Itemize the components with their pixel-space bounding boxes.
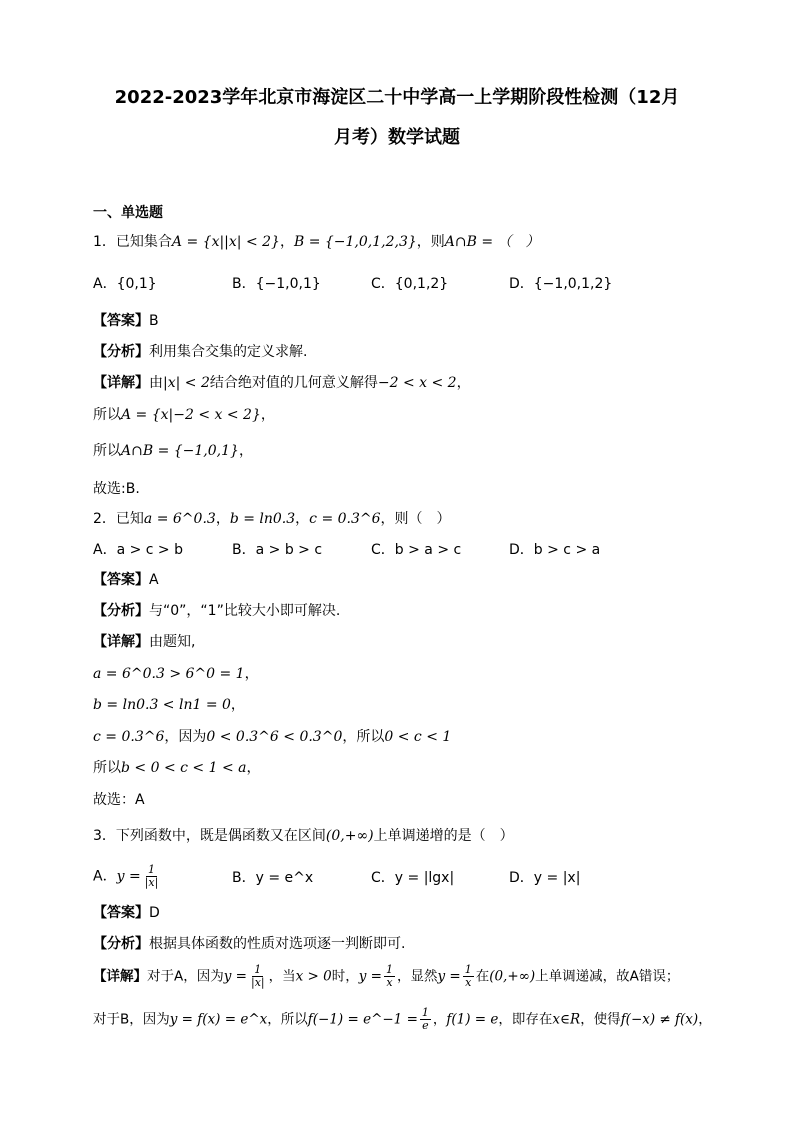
q3-analysis: 【分析】根据具体函数的性质对选项逐一判断即可.	[93, 936, 406, 952]
q1-detail-line1: 【详解】由|x| < 2结合绝对值的几何意义解得−2 < x < 2，	[93, 375, 471, 391]
q3-stem: 3．下列函数中，既是偶函数又在区间(0,+∞)上单调递增的是（ ）	[93, 828, 514, 844]
q3-option-a: A．y = $\frac{1}{|x|}$	[93, 863, 159, 889]
q2-conclusion: 故选：A	[93, 792, 145, 808]
q2-stem: 2．已知a = 6^0.3，b = ln0.3，c = 0.3^6，则（ ）	[93, 511, 451, 527]
q3-answer: 【答案】D	[93, 905, 160, 921]
q2-detail-line1: a = 6^0.3 > 6^0 = 1，	[93, 666, 259, 682]
q2-answer: 【答案】A	[93, 572, 159, 588]
q1-option-a: A．{0,1}	[93, 276, 157, 292]
q1-option-b: B．{−1,0,1}	[232, 276, 321, 292]
q2-option-b: B．a > b > c	[232, 542, 323, 558]
q3-option-b: B．y = e^x	[232, 870, 314, 886]
q2-detail-line4: 所以b < 0 < c < 1 < a，	[93, 760, 261, 776]
q1-stem: 1．已知集合A = {x||x| < 2}，B = {−1,0,1,2,3}，则A∩B = （ ）	[93, 234, 540, 250]
q1-option-d: D．{−1,0,1,2}	[509, 276, 613, 292]
q2-analysis: 【分析】与“0”，“1”比较大小即可解决.	[93, 603, 341, 619]
q3-detail-line2: 对于B，因为y = f(x) = e^x，所以f(−1) = e^−1 = $\frac{1}{e}$ ，f(1) = e，即存在x∈R，使得f(−x) ≠ f(x)，	[93, 1006, 712, 1032]
q3-detail-line1: 【详解】对于A，因为y = $\frac{1}{|x|}$ ，当x > 0时，y = $\frac{1}{x}$ ，显然y = $\frac{1}{x}$ 在(0,+∞)上单调递减，故A错误；	[93, 963, 680, 989]
q1-detail-line3: 所以A∩B = {−1,0,1}，	[93, 443, 253, 459]
doc-title-line2: 月考）数学试题	[334, 127, 460, 148]
q1-option-c: C．{0,1,2}	[371, 276, 449, 292]
doc-title-line1: 2022-2023学年北京市海淀区二十中学高一上学期阶段性检测（12月	[114, 87, 680, 108]
q2-detail-line3: c = 0.3^6，因为0 < 0.3^6 < 0.3^0，所以0 < c < 1	[93, 729, 452, 745]
q2-detail-intro: 【详解】由题知,	[93, 634, 196, 650]
q3-option-c: C．y = |lgx|	[371, 870, 455, 886]
q2-detail-line2: b = ln0.3 < ln1 = 0，	[93, 697, 245, 713]
fraction: $\frac{1}{x}$	[385, 963, 393, 989]
q2-option-c: C．b > a > c	[371, 542, 462, 558]
q2-option-a: A．a > c > b	[93, 542, 184, 558]
q3-option-d: D．y = |x|	[509, 870, 581, 886]
q1-detail-line2: 所以A = {x|−2 < x < 2}，	[93, 407, 275, 423]
section-heading: 一、单选题	[93, 205, 163, 221]
fraction: $\frac{1}{|x|}$	[144, 863, 159, 889]
fraction: $\frac{1}{x}$	[464, 963, 472, 989]
q2-option-d: D．b > c > a	[509, 542, 601, 558]
fraction: $\frac{1}{e}$	[421, 1006, 429, 1032]
q1-answer: 【答案】B	[93, 313, 159, 329]
q1-analysis: 【分析】利用集合交集的定义求解.	[93, 344, 308, 360]
fraction: $\frac{1}{|x|}$	[250, 963, 265, 989]
q1-conclusion: 故选:B.	[93, 481, 140, 497]
